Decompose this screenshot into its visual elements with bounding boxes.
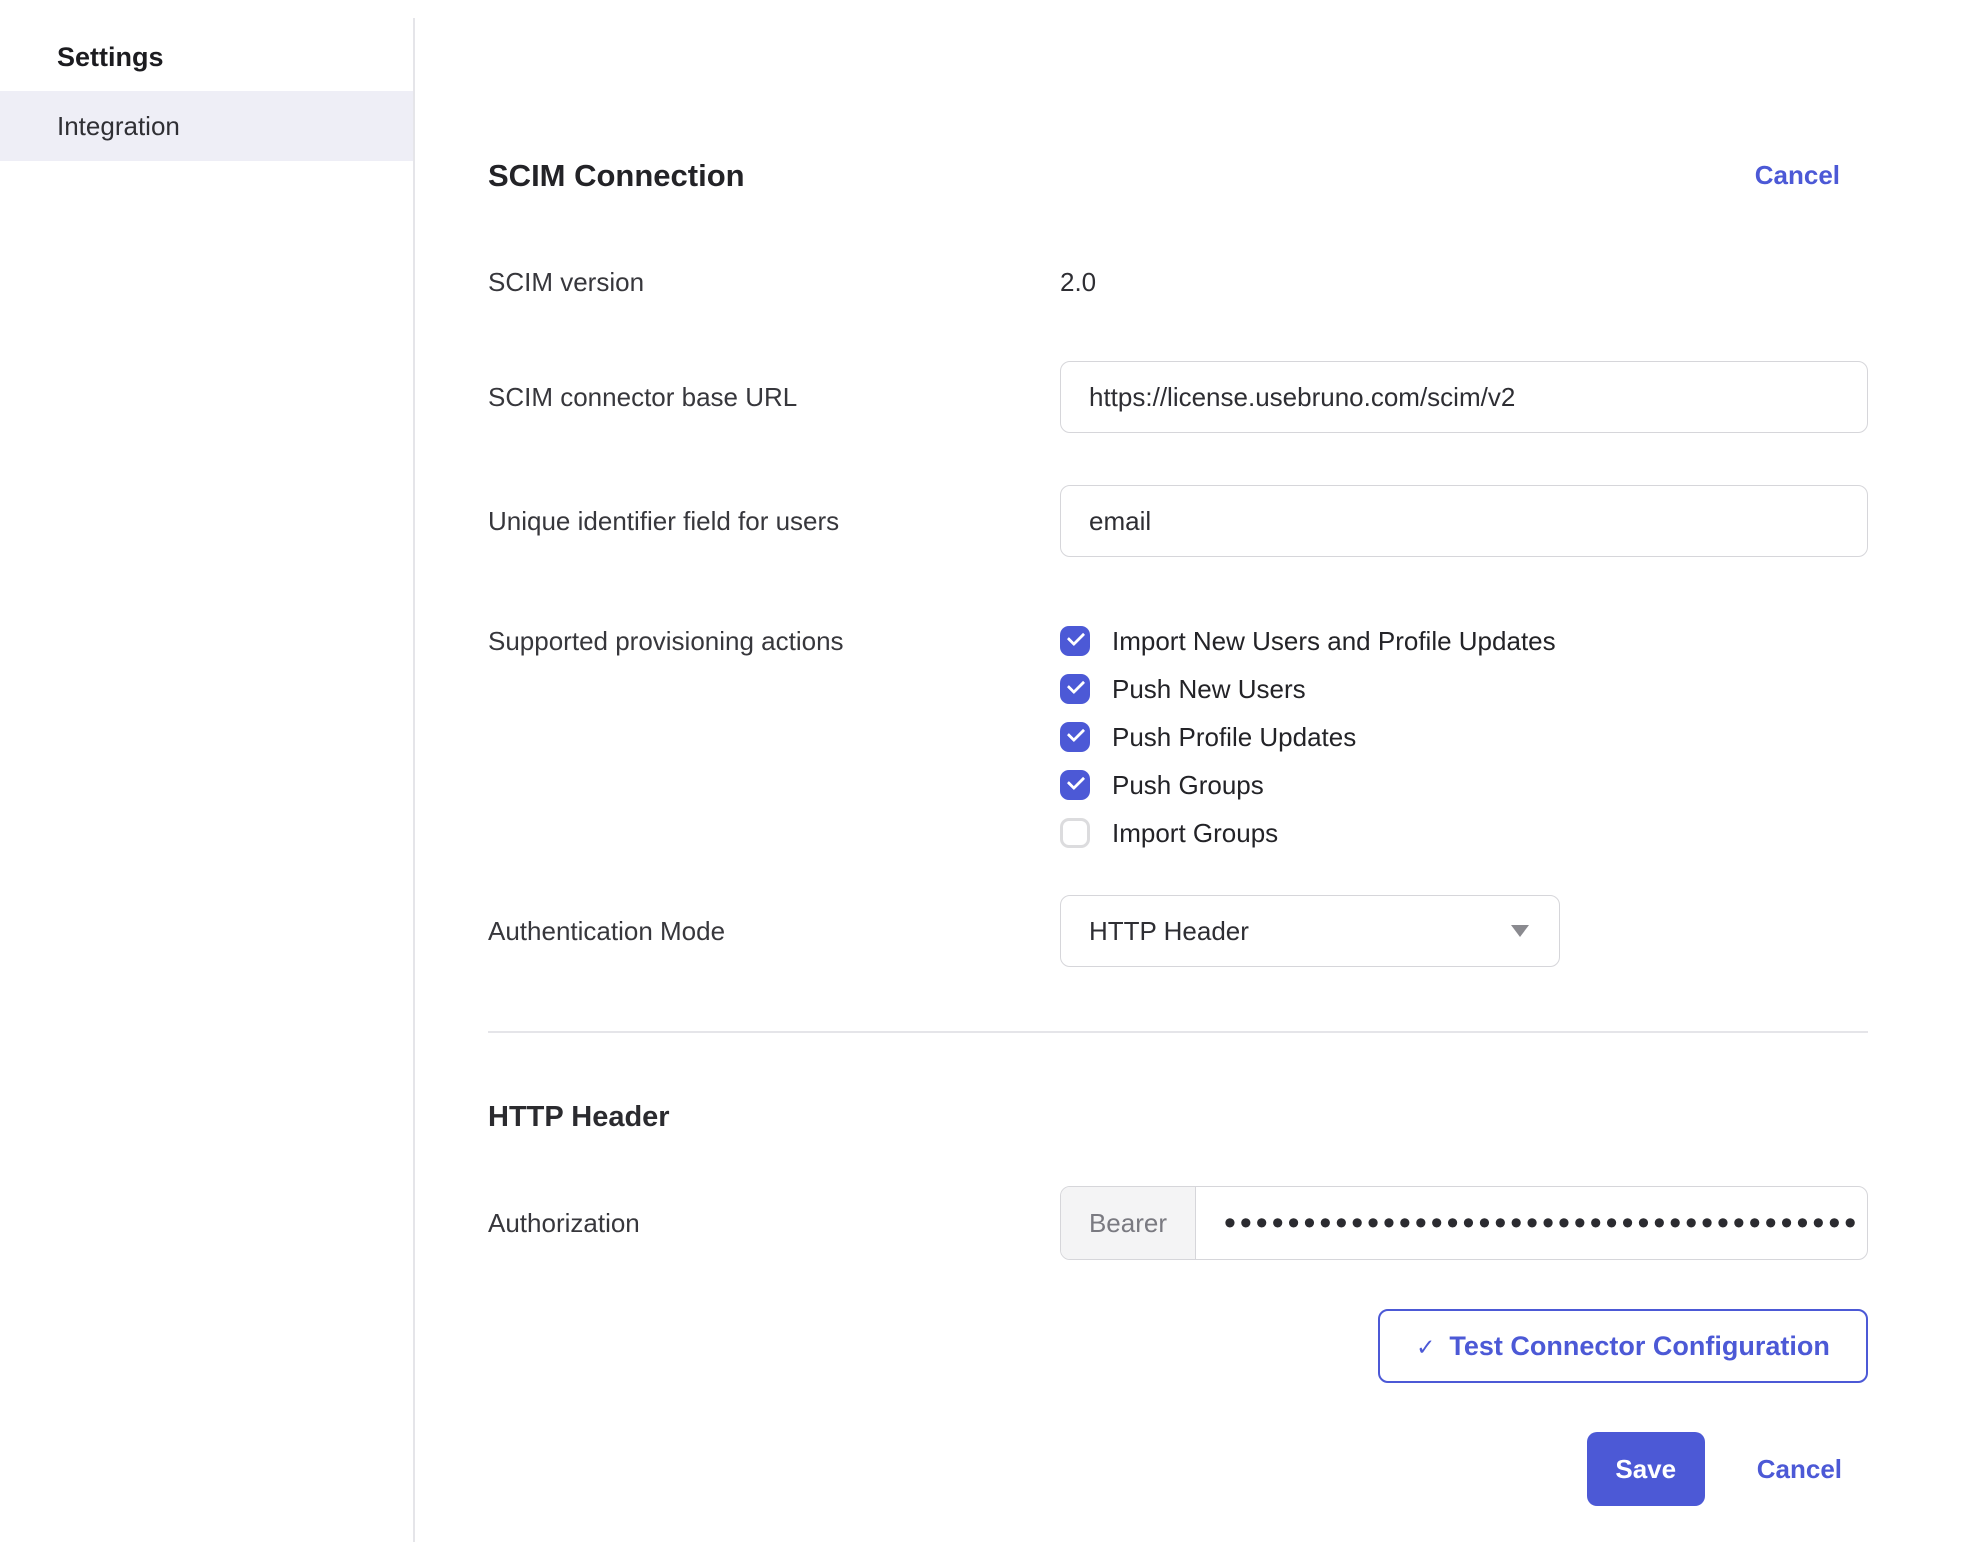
provisioning-row — [488, 617, 1868, 857]
provisioning-options-list — [1060, 617, 1868, 857]
checkbox-icon[interactable] — [1060, 626, 1090, 656]
unique-identifier-row — [488, 485, 1868, 557]
checkbox-label: Push New Users — [1112, 673, 1306, 704]
unique-identifier-input[interactable] — [1060, 485, 1868, 557]
page-title: SCIM Connection — [488, 158, 745, 193]
checkbox-label: Push Groups — [1112, 769, 1264, 800]
sidebar-title: Settings — [57, 42, 164, 72]
provisioning-option-push-groups[interactable] — [1060, 761, 1868, 809]
checkbox-label: Push Profile Updates — [1112, 721, 1357, 752]
base-url-row — [488, 361, 1868, 433]
authorization-input-group — [1060, 1186, 1868, 1260]
checkbox-icon[interactable] — [1060, 722, 1090, 752]
provisioning-option-import-users[interactable] — [1060, 617, 1868, 665]
provisioning-option-push-profile-updates[interactable] — [1060, 713, 1868, 761]
test-connector-label: Test Connector Configuration — [1449, 1330, 1830, 1361]
section-divider — [488, 1031, 1868, 1033]
chevron-down-icon — [1511, 925, 1529, 937]
unique-identifier-label: Unique identifier field for users — [488, 506, 840, 536]
cancel-link[interactable]: Cancel — [1756, 1453, 1842, 1484]
scim-version-value: 2.0 — [1060, 266, 1097, 297]
http-header-section-title: HTTP Header — [488, 1101, 670, 1133]
auth-mode-label: Authentication Mode — [488, 916, 726, 946]
save-button[interactable]: Save — [1587, 1432, 1705, 1506]
checkbox-label: Import Groups — [1112, 817, 1279, 848]
sidebar — [0, 0, 415, 1542]
authorization-row — [488, 1186, 1868, 1260]
form-actions — [488, 1432, 1868, 1506]
sidebar-item-integration[interactable] — [0, 91, 415, 161]
bearer-prefix: Bearer — [1061, 1187, 1196, 1259]
checkbox-icon[interactable] — [1060, 770, 1090, 800]
auth-mode-selected-value: HTTP Header — [1089, 915, 1249, 946]
auth-mode-row — [488, 895, 1868, 967]
checkbox-icon[interactable] — [1060, 674, 1090, 704]
header-cancel-link[interactable]: Cancel — [1754, 160, 1840, 190]
checkbox-icon[interactable] — [1060, 818, 1090, 848]
main-content — [415, 0, 1970, 1542]
base-url-input[interactable] — [1060, 361, 1868, 433]
scim-version-row — [488, 265, 1868, 299]
base-url-label: SCIM connector base URL — [488, 382, 798, 412]
scim-version-label: SCIM version — [488, 267, 645, 297]
authorization-token-input[interactable]: •••••••••••••••••••••••••••••••••••••••• — [1224, 1203, 1861, 1242]
sidebar-item-label: Integration — [57, 110, 180, 141]
checkbox-label: Import New Users and Profile Updates — [1112, 625, 1556, 656]
sidebar-divider — [413, 18, 415, 1542]
authorization-label: Authorization — [488, 1208, 640, 1238]
test-connector-row — [488, 1309, 1868, 1383]
provisioning-label: Supported provisioning actions — [488, 626, 844, 656]
auth-mode-select[interactable] — [1060, 895, 1560, 967]
provisioning-option-import-groups[interactable] — [1060, 809, 1868, 857]
provisioning-option-push-new-users[interactable] — [1060, 665, 1868, 713]
test-connector-button[interactable] — [1378, 1309, 1868, 1383]
page-header — [488, 156, 1868, 195]
check-icon: ✓ — [1416, 1333, 1436, 1360]
